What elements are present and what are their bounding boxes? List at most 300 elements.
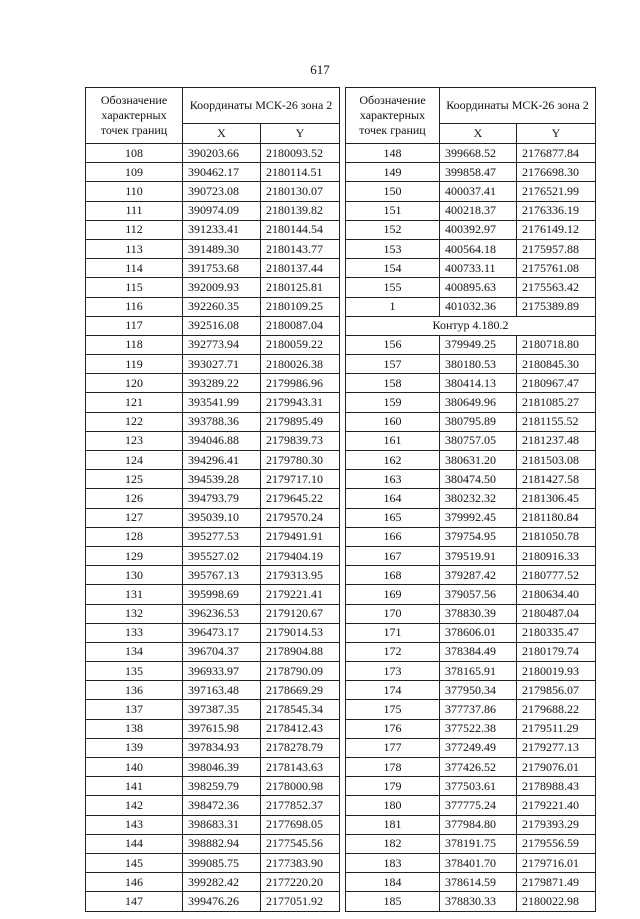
x-coordinate-cell: 377249.49 (440, 738, 517, 757)
column-header-y: Y (517, 124, 596, 144)
table-row (346, 393, 596, 412)
point-number-cell: 164 (346, 489, 440, 508)
x-coordinate-cell: 378401.70 (440, 853, 517, 872)
table-row (346, 508, 596, 527)
point-number-cell: 126 (86, 489, 183, 508)
x-coordinate-cell: 379287.42 (440, 566, 517, 585)
point-number-cell: 182 (346, 834, 440, 853)
y-coordinate-cell: 2180718.80 (517, 335, 596, 354)
coordinates-table-right (345, 87, 596, 912)
y-coordinate-cell: 2179716.01 (517, 853, 596, 872)
x-coordinate-cell: 401032.36 (440, 297, 517, 316)
table-row (346, 451, 596, 470)
table-row (346, 662, 596, 681)
table-row (86, 758, 340, 777)
point-number-cell: 129 (86, 546, 183, 565)
table-row (86, 297, 340, 316)
point-number-cell: 125 (86, 470, 183, 489)
point-number-cell: 152 (346, 220, 440, 239)
y-coordinate-cell: 2180114.51 (261, 163, 340, 182)
y-coordinate-cell: 2180125.81 (261, 278, 340, 297)
table-row (346, 259, 596, 278)
table-row (86, 853, 340, 872)
x-coordinate-cell: 398683.31 (183, 815, 261, 834)
y-coordinate-cell: 2180022.98 (517, 892, 596, 911)
table-row (86, 719, 340, 738)
table-row (346, 604, 596, 623)
x-coordinate-cell: 377503.61 (440, 777, 517, 796)
y-coordinate-cell: 2179120.67 (261, 604, 340, 623)
x-coordinate-cell: 399282.42 (183, 873, 261, 892)
column-header-y: Y (261, 124, 340, 144)
y-coordinate-cell: 2180059.22 (261, 335, 340, 354)
x-coordinate-cell: 393027.71 (183, 355, 261, 374)
y-coordinate-cell: 2179221.40 (517, 796, 596, 815)
x-coordinate-cell: 400895.63 (440, 278, 517, 297)
x-coordinate-cell: 379992.45 (440, 508, 517, 527)
x-coordinate-cell: 378830.33 (440, 892, 517, 911)
table-row (346, 566, 596, 585)
point-number-cell: 139 (86, 738, 183, 757)
point-number-cell: 142 (86, 796, 183, 815)
table-row (346, 777, 596, 796)
point-number-cell: 181 (346, 815, 440, 834)
table-row (86, 508, 340, 527)
y-coordinate-cell: 2179556.59 (517, 834, 596, 853)
y-coordinate-cell: 2175957.88 (517, 239, 596, 258)
column-header-coordinates: Координаты МСК-26 зона 2 (183, 88, 340, 124)
y-coordinate-cell: 2180144.54 (261, 220, 340, 239)
x-coordinate-cell: 398046.39 (183, 758, 261, 777)
x-coordinate-cell: 378191.75 (440, 834, 517, 853)
table-row (346, 201, 596, 220)
y-coordinate-cell: 2178904.88 (261, 642, 340, 661)
x-coordinate-cell: 397615.98 (183, 719, 261, 738)
x-coordinate-cell: 392516.08 (183, 316, 261, 335)
x-coordinate-cell: 380474.50 (440, 470, 517, 489)
x-coordinate-cell: 395277.53 (183, 527, 261, 546)
x-coordinate-cell: 399476.26 (183, 892, 261, 911)
y-coordinate-cell: 2177220.20 (261, 873, 340, 892)
y-coordinate-cell: 2180130.07 (261, 182, 340, 201)
y-coordinate-cell: 2179688.22 (517, 700, 596, 719)
point-number-cell: 124 (86, 451, 183, 470)
y-coordinate-cell: 2177852.37 (261, 796, 340, 815)
point-number-cell: 160 (346, 412, 440, 431)
x-coordinate-cell: 398882.94 (183, 834, 261, 853)
y-coordinate-cell: 2178790.09 (261, 662, 340, 681)
x-coordinate-cell: 397163.48 (183, 681, 261, 700)
y-coordinate-cell: 2180487.04 (517, 604, 596, 623)
x-coordinate-cell: 378165.91 (440, 662, 517, 681)
x-coordinate-cell: 400037.41 (440, 182, 517, 201)
table-row (346, 546, 596, 565)
x-coordinate-cell: 398259.79 (183, 777, 261, 796)
point-number-cell: 177 (346, 738, 440, 757)
table-row (346, 220, 596, 239)
table-row (86, 892, 340, 911)
table-row (86, 393, 340, 412)
table-row (86, 163, 340, 182)
y-coordinate-cell: 2179393.29 (517, 815, 596, 834)
y-coordinate-cell: 2177383.90 (261, 853, 340, 872)
y-coordinate-cell: 2180179.74 (517, 642, 596, 661)
contour-label: Контур 4.180.2 (346, 316, 596, 335)
y-coordinate-cell: 2175389.89 (517, 297, 596, 316)
x-coordinate-cell: 380414.13 (440, 374, 517, 393)
point-number-cell: 175 (346, 700, 440, 719)
y-coordinate-cell: 2176149.12 (517, 220, 596, 239)
point-number-cell: 156 (346, 335, 440, 354)
table-row (86, 259, 340, 278)
y-coordinate-cell: 2178143.63 (261, 758, 340, 777)
y-coordinate-cell: 2180967.47 (517, 374, 596, 393)
table-row (86, 335, 340, 354)
y-coordinate-cell: 2176698.30 (517, 163, 596, 182)
table-row (346, 182, 596, 201)
x-coordinate-cell: 393289.22 (183, 374, 261, 393)
point-number-cell: 141 (86, 777, 183, 796)
point-number-cell: 150 (346, 182, 440, 201)
point-number-cell: 162 (346, 451, 440, 470)
table-row (86, 566, 340, 585)
point-number-cell: 174 (346, 681, 440, 700)
point-number-cell: 185 (346, 892, 440, 911)
x-coordinate-cell: 390203.66 (183, 144, 261, 163)
table-row (346, 700, 596, 719)
x-coordinate-cell: 395767.13 (183, 566, 261, 585)
x-coordinate-cell: 390462.17 (183, 163, 261, 182)
x-coordinate-cell: 400733.11 (440, 259, 517, 278)
y-coordinate-cell: 2176521.99 (517, 182, 596, 201)
y-coordinate-cell: 2179076.01 (517, 758, 596, 777)
y-coordinate-cell: 2175761.08 (517, 259, 596, 278)
point-number-cell: 133 (86, 623, 183, 642)
x-coordinate-cell: 380180.53 (440, 355, 517, 374)
table-row (346, 297, 596, 316)
x-coordinate-cell: 400564.18 (440, 239, 517, 258)
point-number-cell: 132 (86, 604, 183, 623)
point-number-cell: 178 (346, 758, 440, 777)
y-coordinate-cell: 2180335.47 (517, 623, 596, 642)
y-coordinate-cell: 2181050.78 (517, 527, 596, 546)
table-row (346, 796, 596, 815)
y-coordinate-cell: 2178545.34 (261, 700, 340, 719)
table-row (346, 873, 596, 892)
table-row (86, 489, 340, 508)
x-coordinate-cell: 396933.97 (183, 662, 261, 681)
point-number-cell: 119 (86, 355, 183, 374)
x-coordinate-cell: 395527.02 (183, 546, 261, 565)
table-row (346, 355, 596, 374)
point-number-cell: 154 (346, 259, 440, 278)
table-row (86, 374, 340, 393)
point-number-cell: 172 (346, 642, 440, 661)
point-number-cell: 184 (346, 873, 440, 892)
table-row (86, 796, 340, 815)
point-number-cell: 136 (86, 681, 183, 700)
x-coordinate-cell: 396704.37 (183, 642, 261, 661)
table-row (346, 892, 596, 911)
table-row (86, 278, 340, 297)
point-number-cell: 120 (86, 374, 183, 393)
y-coordinate-cell: 2180137.44 (261, 259, 340, 278)
table-row (86, 470, 340, 489)
y-coordinate-cell: 2181427.58 (517, 470, 596, 489)
y-coordinate-cell: 2179277.13 (517, 738, 596, 757)
table-row (346, 278, 596, 297)
point-number-cell: 145 (86, 853, 183, 872)
x-coordinate-cell: 377426.52 (440, 758, 517, 777)
y-coordinate-cell: 2180143.77 (261, 239, 340, 258)
x-coordinate-cell: 391233.41 (183, 220, 261, 239)
y-coordinate-cell: 2179871.49 (517, 873, 596, 892)
y-coordinate-cell: 2177698.05 (261, 815, 340, 834)
table-row (86, 451, 340, 470)
x-coordinate-cell: 390723.08 (183, 182, 261, 201)
point-number-cell: 116 (86, 297, 183, 316)
x-coordinate-cell: 377522.38 (440, 719, 517, 738)
x-coordinate-cell: 397387.35 (183, 700, 261, 719)
y-coordinate-cell: 2179839.73 (261, 431, 340, 450)
y-coordinate-cell: 2181180.84 (517, 508, 596, 527)
y-coordinate-cell: 2180634.40 (517, 585, 596, 604)
point-number-cell: 108 (86, 144, 183, 163)
x-coordinate-cell: 377775.24 (440, 796, 517, 815)
column-header-designation: Обозначение характерных точек границ (346, 88, 440, 144)
x-coordinate-cell: 378614.59 (440, 873, 517, 892)
y-coordinate-cell: 2179986.96 (261, 374, 340, 393)
x-coordinate-cell: 397834.93 (183, 738, 261, 757)
y-coordinate-cell: 2179570.24 (261, 508, 340, 527)
y-coordinate-cell: 2180777.52 (517, 566, 596, 585)
point-number-cell: 134 (86, 642, 183, 661)
x-coordinate-cell: 394296.41 (183, 451, 261, 470)
table-row (86, 546, 340, 565)
y-coordinate-cell: 2179717.10 (261, 470, 340, 489)
table-row (86, 220, 340, 239)
table-row (86, 201, 340, 220)
point-number-cell: 112 (86, 220, 183, 239)
x-coordinate-cell: 380795.89 (440, 412, 517, 431)
y-coordinate-cell: 2177545.56 (261, 834, 340, 853)
y-coordinate-cell: 2180087.04 (261, 316, 340, 335)
table-row (346, 527, 596, 546)
point-number-cell: 128 (86, 527, 183, 546)
point-number-cell: 157 (346, 355, 440, 374)
point-number-cell: 165 (346, 508, 440, 527)
point-number-cell: 170 (346, 604, 440, 623)
point-number-cell: 130 (86, 566, 183, 585)
y-coordinate-cell: 2180845.30 (517, 355, 596, 374)
point-number-cell: 137 (86, 700, 183, 719)
table-row (346, 374, 596, 393)
table-row (346, 470, 596, 489)
x-coordinate-cell: 378384.49 (440, 642, 517, 661)
x-coordinate-cell: 399858.47 (440, 163, 517, 182)
x-coordinate-cell: 377984.80 (440, 815, 517, 834)
table-row (346, 834, 596, 853)
column-header-x: X (440, 124, 517, 144)
point-number-cell: 127 (86, 508, 183, 527)
y-coordinate-cell: 2180139.82 (261, 201, 340, 220)
point-number-cell: 143 (86, 815, 183, 834)
point-number-cell: 183 (346, 853, 440, 872)
column-header-x: X (183, 124, 261, 144)
point-number-cell: 115 (86, 278, 183, 297)
x-coordinate-cell: 394793.79 (183, 489, 261, 508)
x-coordinate-cell: 392009.93 (183, 278, 261, 297)
point-number-cell: 159 (346, 393, 440, 412)
y-coordinate-cell: 2179491.91 (261, 527, 340, 546)
y-coordinate-cell: 2179511.29 (517, 719, 596, 738)
point-number-cell: 113 (86, 239, 183, 258)
point-number-cell: 123 (86, 431, 183, 450)
table-row (346, 853, 596, 872)
point-number-cell: 138 (86, 719, 183, 738)
point-number-cell: 135 (86, 662, 183, 681)
table-row (86, 642, 340, 661)
table-row (86, 239, 340, 258)
point-number-cell: 153 (346, 239, 440, 258)
x-coordinate-cell: 395998.69 (183, 585, 261, 604)
point-number-cell: 114 (86, 259, 183, 278)
point-number-cell: 118 (86, 335, 183, 354)
table-row (86, 738, 340, 757)
point-number-cell: 140 (86, 758, 183, 777)
table-row (346, 815, 596, 834)
point-number-cell: 171 (346, 623, 440, 642)
y-coordinate-cell: 2180109.25 (261, 297, 340, 316)
point-number-cell: 109 (86, 163, 183, 182)
column-header-coordinates: Координаты МСК-26 зона 2 (440, 88, 596, 124)
table-row (86, 834, 340, 853)
table-row (346, 144, 596, 163)
y-coordinate-cell: 2178988.43 (517, 777, 596, 796)
x-coordinate-cell: 398472.36 (183, 796, 261, 815)
point-number-cell: 167 (346, 546, 440, 565)
point-number-cell: 151 (346, 201, 440, 220)
table-row (86, 355, 340, 374)
table-row (86, 316, 340, 335)
y-coordinate-cell: 2179856.07 (517, 681, 596, 700)
x-coordinate-cell: 394046.88 (183, 431, 261, 450)
y-coordinate-cell: 2179221.41 (261, 585, 340, 604)
y-coordinate-cell: 2176877.84 (517, 144, 596, 163)
x-coordinate-cell: 378606.01 (440, 623, 517, 642)
point-number-cell: 146 (86, 873, 183, 892)
table-row (346, 163, 596, 182)
point-number-cell: 173 (346, 662, 440, 681)
y-coordinate-cell: 2176336.19 (517, 201, 596, 220)
y-coordinate-cell: 2179780.30 (261, 451, 340, 470)
x-coordinate-cell: 395039.10 (183, 508, 261, 527)
y-coordinate-cell: 2178412.43 (261, 719, 340, 738)
y-coordinate-cell: 2178669.29 (261, 681, 340, 700)
table-row (346, 719, 596, 738)
x-coordinate-cell: 392773.94 (183, 335, 261, 354)
point-number-cell: 176 (346, 719, 440, 738)
x-coordinate-cell: 379949.25 (440, 335, 517, 354)
y-coordinate-cell: 2181155.52 (517, 412, 596, 431)
table-row (86, 182, 340, 201)
point-number-cell: 144 (86, 834, 183, 853)
x-coordinate-cell: 391489.30 (183, 239, 261, 258)
table-row (86, 681, 340, 700)
point-number-cell: 147 (86, 892, 183, 911)
table-row (86, 623, 340, 642)
y-coordinate-cell: 2177051.92 (261, 892, 340, 911)
table-row (86, 604, 340, 623)
table-row (346, 681, 596, 700)
x-coordinate-cell: 400392.97 (440, 220, 517, 239)
table-row (86, 527, 340, 546)
point-number-cell: 161 (346, 431, 440, 450)
y-coordinate-cell: 2179943.31 (261, 393, 340, 412)
table-row (346, 585, 596, 604)
x-coordinate-cell: 380232.32 (440, 489, 517, 508)
x-coordinate-cell: 396236.53 (183, 604, 261, 623)
table-row (346, 239, 596, 258)
x-coordinate-cell: 378830.39 (440, 604, 517, 623)
table-row (346, 489, 596, 508)
y-coordinate-cell: 2181503.08 (517, 451, 596, 470)
point-number-cell: 166 (346, 527, 440, 546)
point-number-cell: 111 (86, 201, 183, 220)
y-coordinate-cell: 2180026.38 (261, 355, 340, 374)
y-coordinate-cell: 2179313.95 (261, 566, 340, 585)
table-row (86, 700, 340, 719)
y-coordinate-cell: 2180019.93 (517, 662, 596, 681)
y-coordinate-cell: 2181085.27 (517, 393, 596, 412)
point-number-cell: 163 (346, 470, 440, 489)
point-number-cell: 148 (346, 144, 440, 163)
page-number: 617 (310, 62, 330, 77)
table-row (86, 431, 340, 450)
y-coordinate-cell: 2178278.79 (261, 738, 340, 757)
x-coordinate-cell: 391753.68 (183, 259, 261, 278)
x-coordinate-cell: 390974.09 (183, 201, 261, 220)
x-coordinate-cell: 380649.96 (440, 393, 517, 412)
x-coordinate-cell: 377737.86 (440, 700, 517, 719)
y-coordinate-cell: 2181306.45 (517, 489, 596, 508)
table-row (346, 335, 596, 354)
x-coordinate-cell: 394539.28 (183, 470, 261, 489)
table-row (86, 585, 340, 604)
y-coordinate-cell: 2178000.98 (261, 777, 340, 796)
coordinates-table-left (85, 87, 340, 912)
table-row (86, 873, 340, 892)
y-coordinate-cell: 2179014.53 (261, 623, 340, 642)
y-coordinate-cell: 2180916.33 (517, 546, 596, 565)
contour-row (346, 316, 596, 335)
table-row (346, 412, 596, 431)
y-coordinate-cell: 2175563.42 (517, 278, 596, 297)
x-coordinate-cell: 400218.37 (440, 201, 517, 220)
point-number-cell: 121 (86, 393, 183, 412)
x-coordinate-cell: 380631.20 (440, 451, 517, 470)
y-coordinate-cell: 2180093.52 (261, 144, 340, 163)
table-row (346, 642, 596, 661)
y-coordinate-cell: 2179895.49 (261, 412, 340, 431)
point-number-cell: 149 (346, 163, 440, 182)
x-coordinate-cell: 392260.35 (183, 297, 261, 316)
point-number-cell: 155 (346, 278, 440, 297)
point-number-cell: 158 (346, 374, 440, 393)
point-number-cell: 179 (346, 777, 440, 796)
point-number-cell: 1 (346, 297, 440, 316)
x-coordinate-cell: 393541.99 (183, 393, 261, 412)
